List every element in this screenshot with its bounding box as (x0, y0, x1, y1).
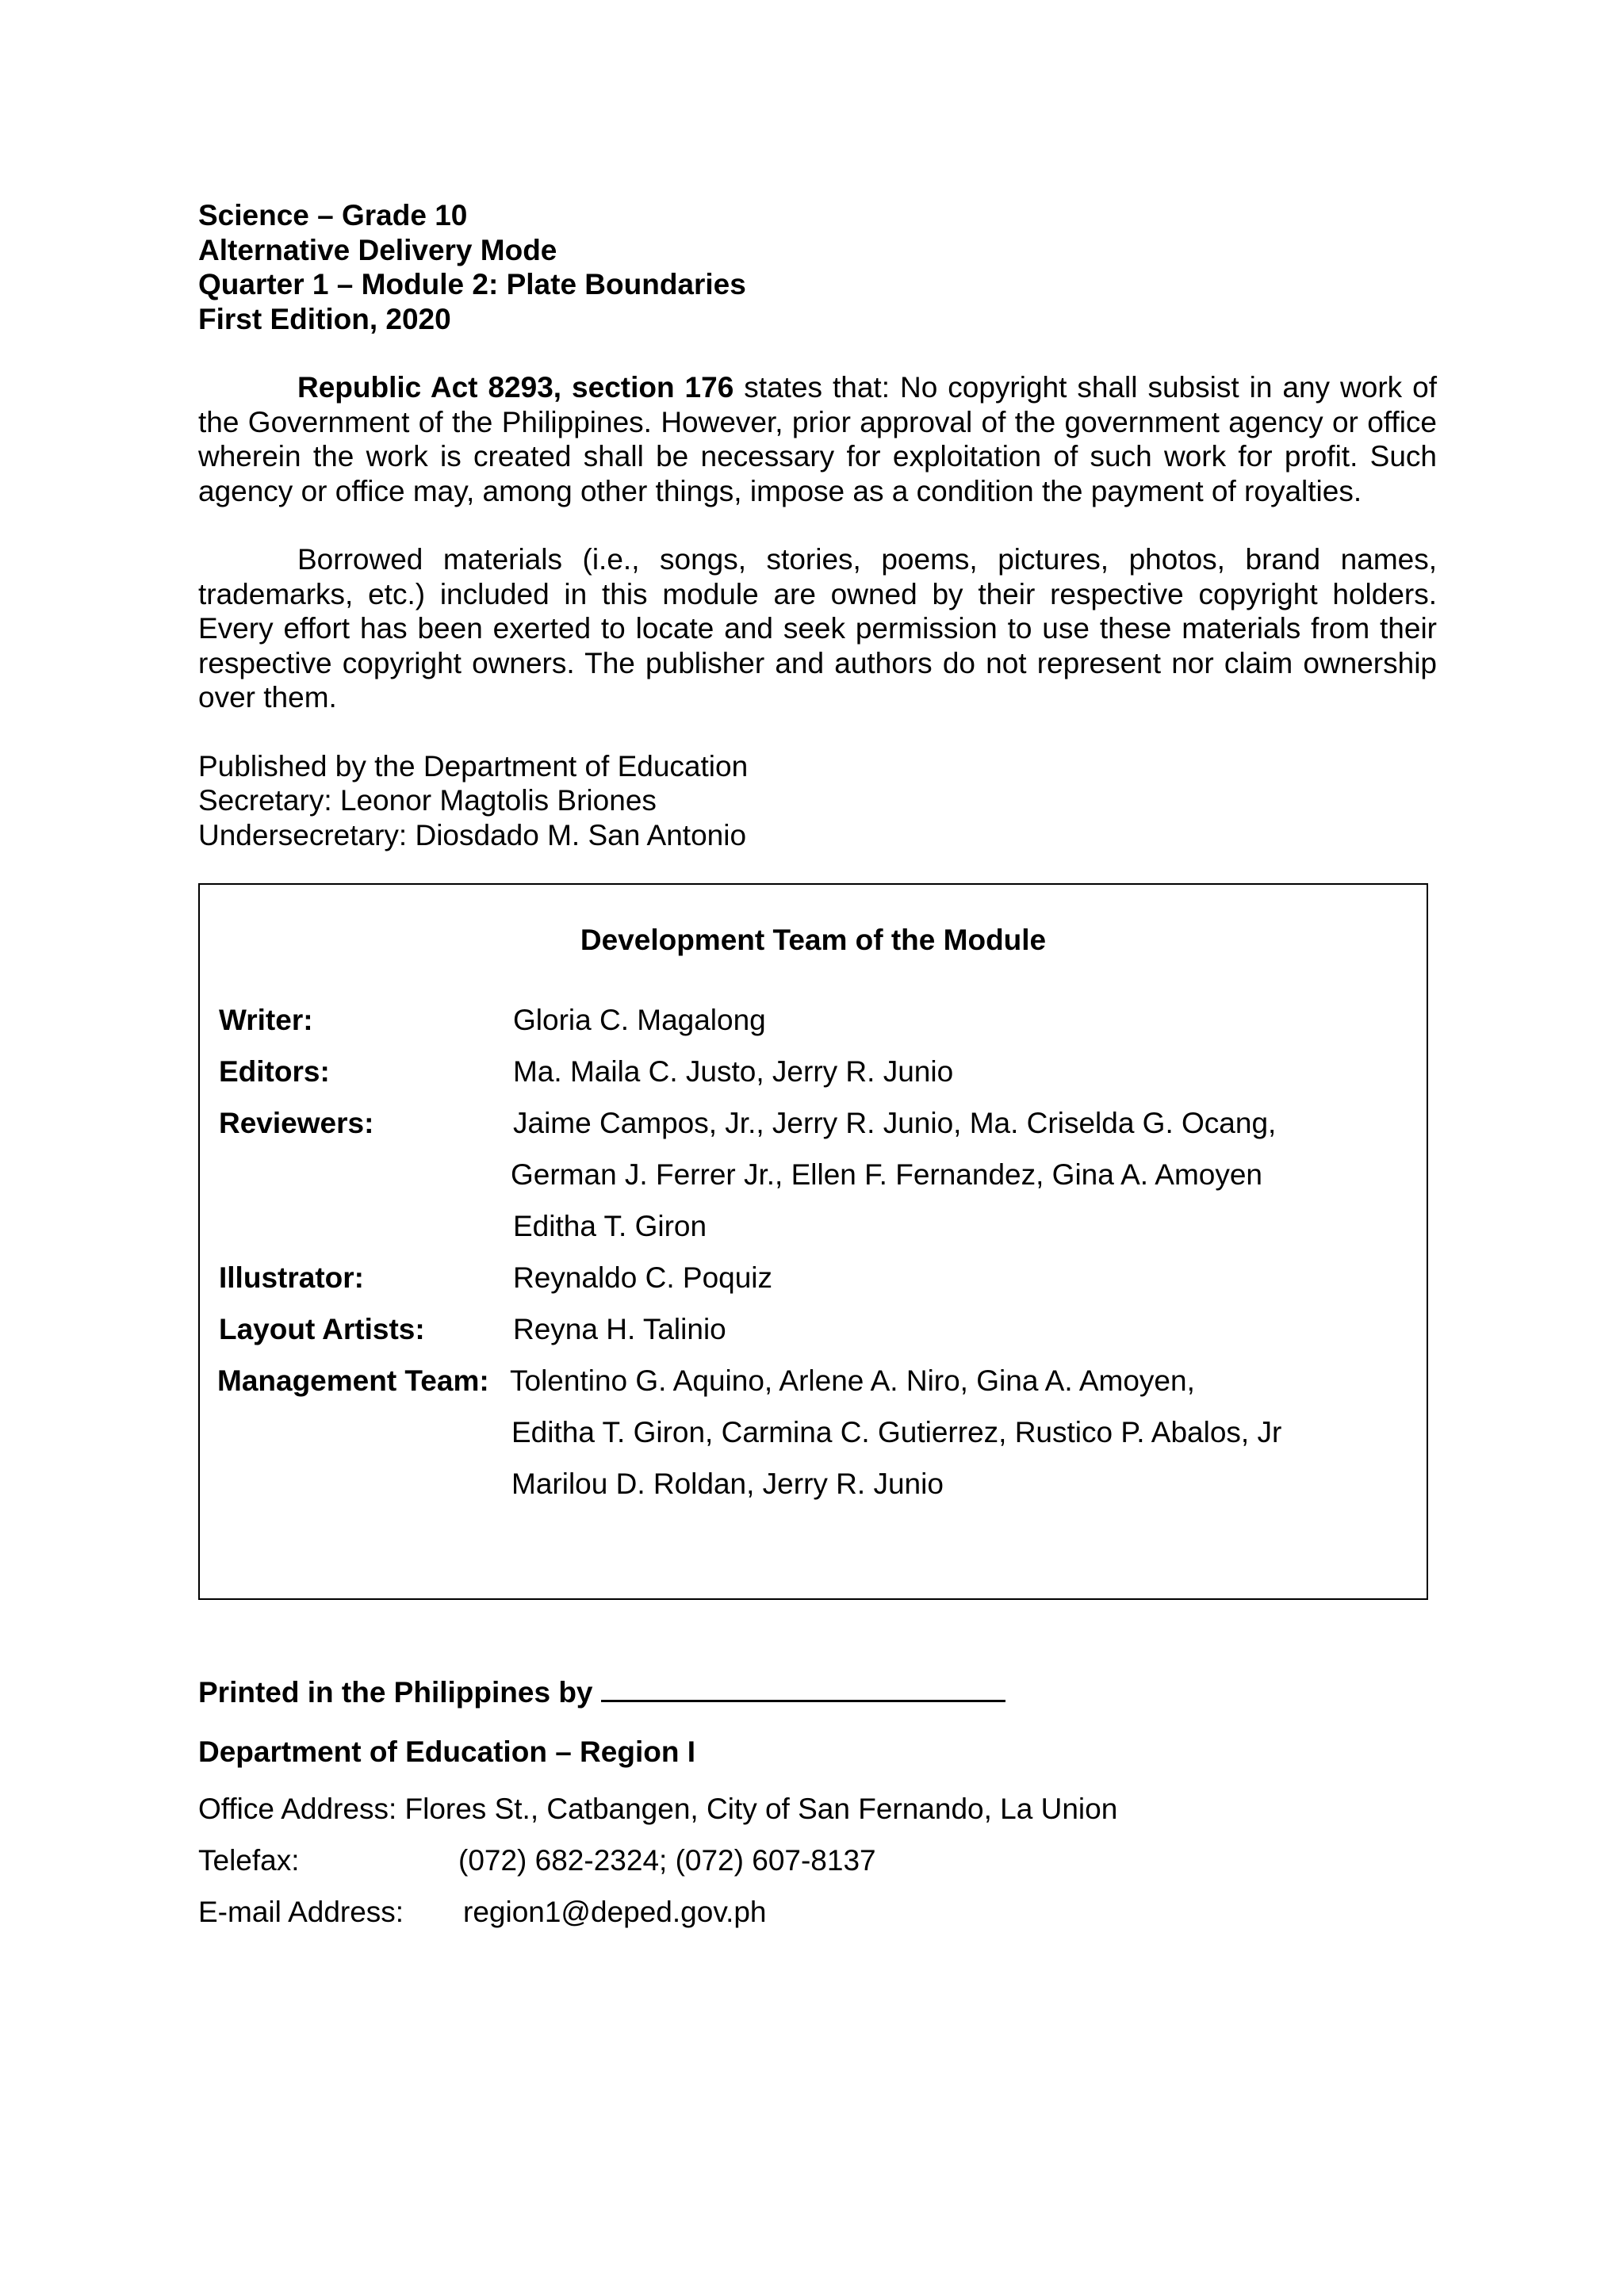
printed-by-label: Printed in the Philippines by (198, 1676, 593, 1709)
team-row-reviewers (219, 1097, 1408, 1252)
reviewers-line: German J. Ferrer Jr., Ellen F. Fernandez, Gina A. Amoyen (511, 1158, 1262, 1191)
role-label: Editors: (219, 1055, 330, 1088)
team-list (219, 994, 1408, 1510)
illustrator-name: Reynaldo C. Poquiz (513, 1261, 773, 1294)
printer-blank-line (601, 1671, 1005, 1702)
role-label: Reviewers: (219, 1107, 374, 1139)
copyright-paragraph (198, 370, 1437, 508)
undersecretary-line: Undersecretary: Diosdado M. San Antonio (198, 818, 747, 851)
email-label: E-mail Address: (198, 1896, 404, 1928)
role-names (513, 994, 1408, 1046)
role-label: Writer: (219, 1004, 313, 1036)
email-row (198, 1886, 1437, 1938)
publisher-block (198, 749, 1437, 853)
delivery-mode: Alternative Delivery Mode (198, 233, 557, 266)
edition: First Edition, 2020 (198, 302, 451, 335)
editors-names: Ma. Maila C. Justo, Jerry R. Junio (513, 1055, 954, 1088)
role-names (511, 1355, 1408, 1510)
role-label: Management Team: (217, 1364, 489, 1397)
reviewers-line: Jaime Campos, Jr., Jerry R. Junio, Ma. Criselda G. Ocang, (513, 1107, 1277, 1139)
role-names (513, 1097, 1408, 1252)
publisher-line: Published by the Department of Education (198, 749, 749, 783)
team-row-editors (219, 1046, 1408, 1097)
telefax-row (198, 1835, 1437, 1886)
copyright-page (198, 198, 1437, 852)
management-line: Marilou D. Roldan, Jerry R. Junio (511, 1468, 944, 1500)
management-line: Editha T. Giron, Carmina C. Gutierrez, Rustico P. Abalos, Jr (511, 1416, 1282, 1448)
team-row-layout (219, 1303, 1408, 1355)
team-row-management (219, 1355, 1408, 1510)
office-address-row (198, 1783, 1437, 1835)
writer-name: Gloria C. Magalong (513, 1004, 766, 1036)
role-names (513, 1252, 1408, 1303)
secretary-line: Secretary: Leonor Magtolis Briones (198, 784, 657, 817)
development-team-box (198, 883, 1428, 1600)
role-names (513, 1046, 1408, 1097)
law-reference: Republic Act 8293, section 176 (297, 371, 734, 404)
team-title: Development Team of the Module (580, 924, 1047, 956)
telefax-label: Telefax: (198, 1844, 300, 1877)
subject-grade: Science – Grade 10 (198, 199, 468, 232)
role-label: Illustrator: (219, 1261, 364, 1294)
law-text: states that: No copyright shall subsist in any work of the Government of the Philippines. However, prior approval of the government agency or office wherein the work is created shall be necessary for exploitation of such work for profit. Such agency or office may, among other things, impose as a condition the payment of royalties. (198, 371, 1437, 507)
borrowed-materials-paragraph: Borrowed materials (i.e., songs, stories, poems, pictures, photos, brand names, trademarks, etc.) included in this module are owned by their respective copyright holders. Every effort has been exerted to locate and seek permission to use these materials from their respective copyright owners. The publisher and authors do not represent nor claim ownership over them. (198, 543, 1437, 714)
team-row-illustrator (219, 1252, 1408, 1303)
office-address: Office Address: Flores St., Catbangen, City of San Fernando, La Union (198, 1793, 1118, 1825)
email-value: region1@deped.gov.ph (463, 1896, 767, 1928)
module-title: Quarter 1 – Module 2: Plate Boundaries (198, 268, 746, 300)
layout-artist-name: Reyna H. Talinio (513, 1313, 726, 1345)
reviewers-line: Editha T. Giron (513, 1210, 707, 1242)
printed-by-line (198, 1671, 1437, 1712)
module-title-block (198, 198, 1437, 336)
telefax-value: (072) 682-2324; (072) 607-8137 (458, 1844, 876, 1877)
management-line: Tolentino G. Aquino, Arlene A. Niro, Gina A. Amoyen, (510, 1364, 1195, 1397)
footer-block (198, 1671, 1437, 1938)
region-name: Department of Education – Region I (198, 1735, 695, 1768)
role-names (513, 1303, 1408, 1355)
team-row-writer (219, 994, 1408, 1046)
role-label: Layout Artists: (219, 1313, 425, 1345)
